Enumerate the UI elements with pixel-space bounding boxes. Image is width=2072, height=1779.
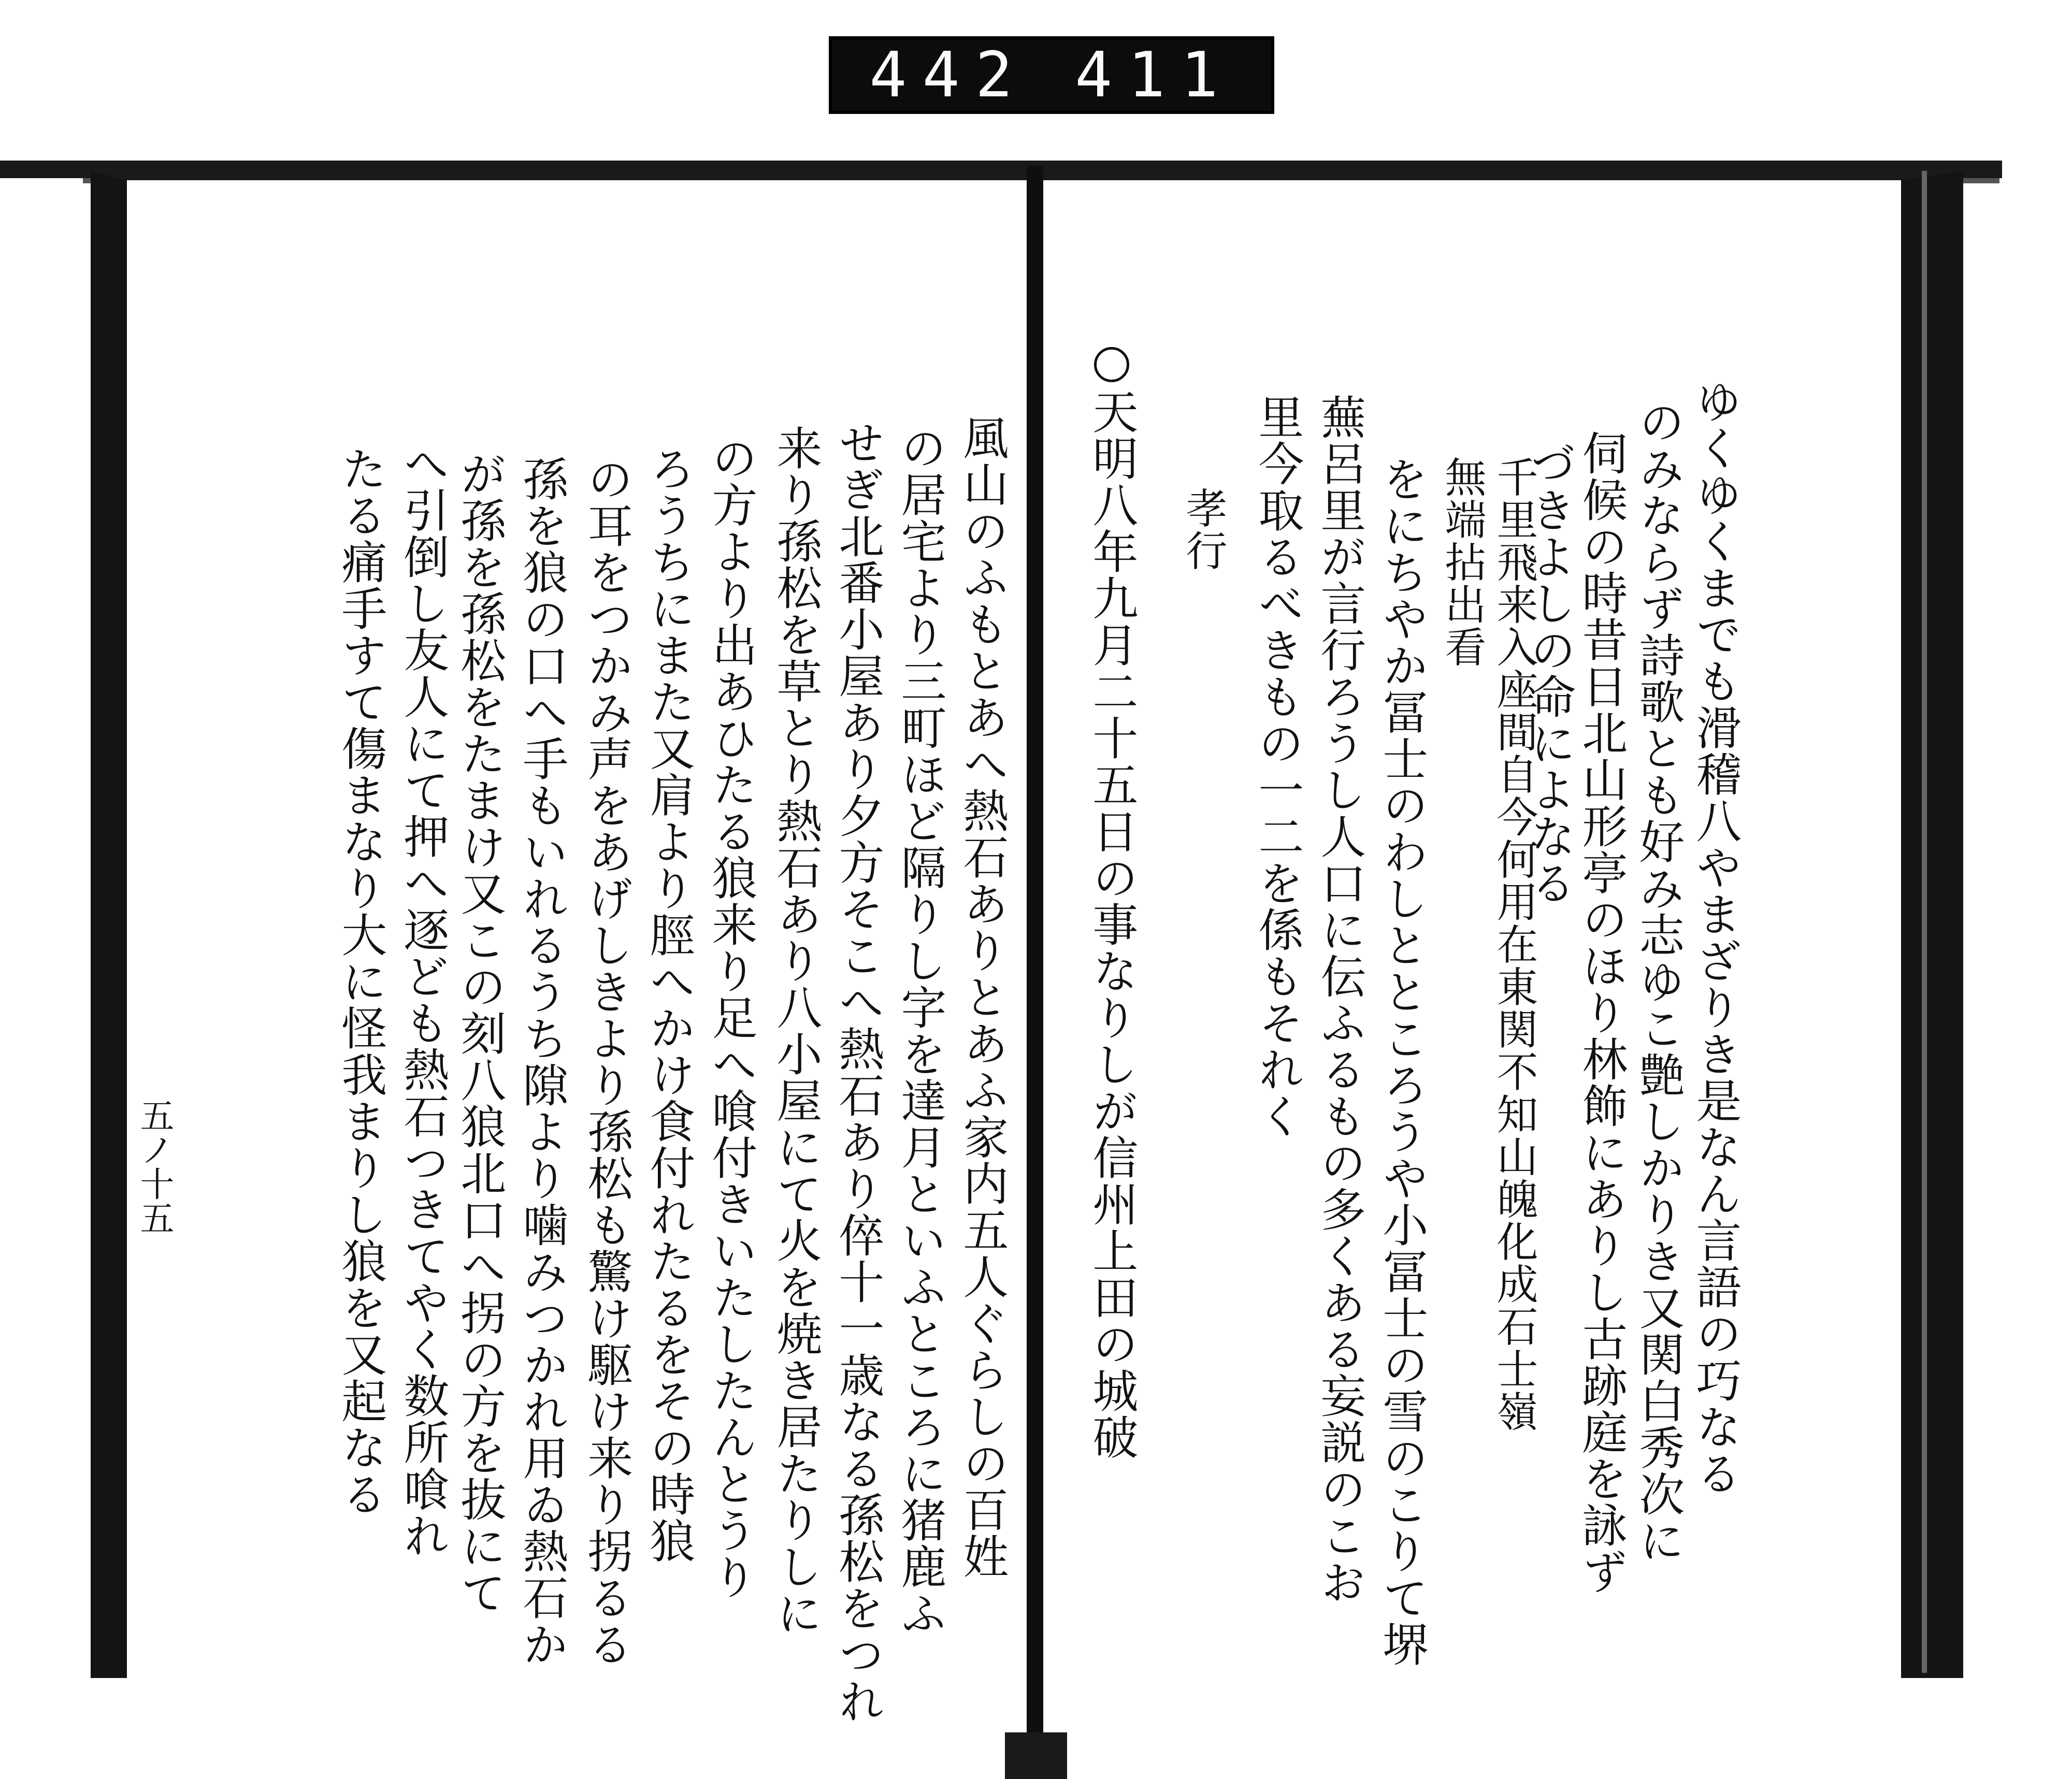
right-text-column: づきよしの命によなる [1523, 440, 1577, 906]
left-text-column: せぎ北番小屋あり夕方そこへ熱石あり倅十一歳なる孫松をつれ [831, 420, 885, 1725]
left-text-column: が孫を孫松をたまけ又この刻八狼北口へ拐の方を抜にて [453, 451, 507, 1616]
right-text-column: ゆくゆくまでも滑稽八やまざりき是なん言語の巧なる [1689, 378, 1743, 1497]
left-text-column: へ引倒し友人にて押へ逐ども熱石つきてやく数所喰れ [396, 440, 450, 1559]
right-text-column: 伺候の時昔日北山形亭のほり林飾にありし古跡庭を詠ず [1575, 430, 1629, 1595]
circle-marker-icon [1094, 347, 1129, 382]
right-page-edge [1922, 171, 1927, 1673]
left-text-column: 来り孫松を草とり熱石あり八小屋にて火を焼き居たりしに [769, 425, 823, 1637]
right-text-column: のみならず詩歌とも好み志ゆこ艶しかりき又関白秀次に [1632, 399, 1686, 1564]
left-text-column: の居宅より三町ほど隔りし字を達月といふところに猪鹿ふ [894, 425, 947, 1637]
left-text-column: たる痛手すて傷まなり大に怪我まりし狼を又起なる [334, 445, 388, 1517]
right-text-column: をにちやか冨士のわしとところうや小冨士の雪のこりて堺 [1375, 456, 1429, 1668]
frame-number-left: 442 [869, 39, 1028, 111]
right-kanbun-column: 千里飛来入座間自今何用在東関不知山魄化成石士嶺 [1490, 456, 1538, 1433]
section-title: 孝行 [1179, 487, 1227, 572]
left-text-column: 孫を狼の口へ手もいれるうち隙より噛みつかれ用ゐ熱石か [515, 456, 569, 1668]
left-text-column: の方より出あひたる狼来り足へ喰付きいたしたんとうり [704, 435, 758, 1600]
left-text-column: 風山のふもとあへ熱石ありとあふ家内五人ぐらしの百姓 [956, 414, 1010, 1580]
right-text-column: 天明八年九月二十五日の事なりしが信州上田の城破 [1085, 388, 1139, 1460]
book-gutter-foot [1005, 1732, 1067, 1779]
page-number: 五ノ十五 [134, 1098, 174, 1235]
left-text-column: ろうちにまた又肩より脛へかけ食付れたるをその時狼 [642, 445, 696, 1564]
left-text-column: の耳をつかみ声をあげしきより孫松も驚け駆け来り拐るる [580, 456, 634, 1668]
right-text-column: 蕪呂里が言行ろうし人口に伝ふるもの多くある妄説のこお [1313, 394, 1367, 1606]
right-kanbun-column: 無端拈出看 [1438, 456, 1486, 668]
frame-number-right: 411 [1075, 39, 1234, 111]
right-text-column: 里今取るべきもの一二を係もそれく [1251, 394, 1305, 1139]
book-gutter [1027, 166, 1043, 1776]
frame-number-label [829, 36, 1274, 114]
